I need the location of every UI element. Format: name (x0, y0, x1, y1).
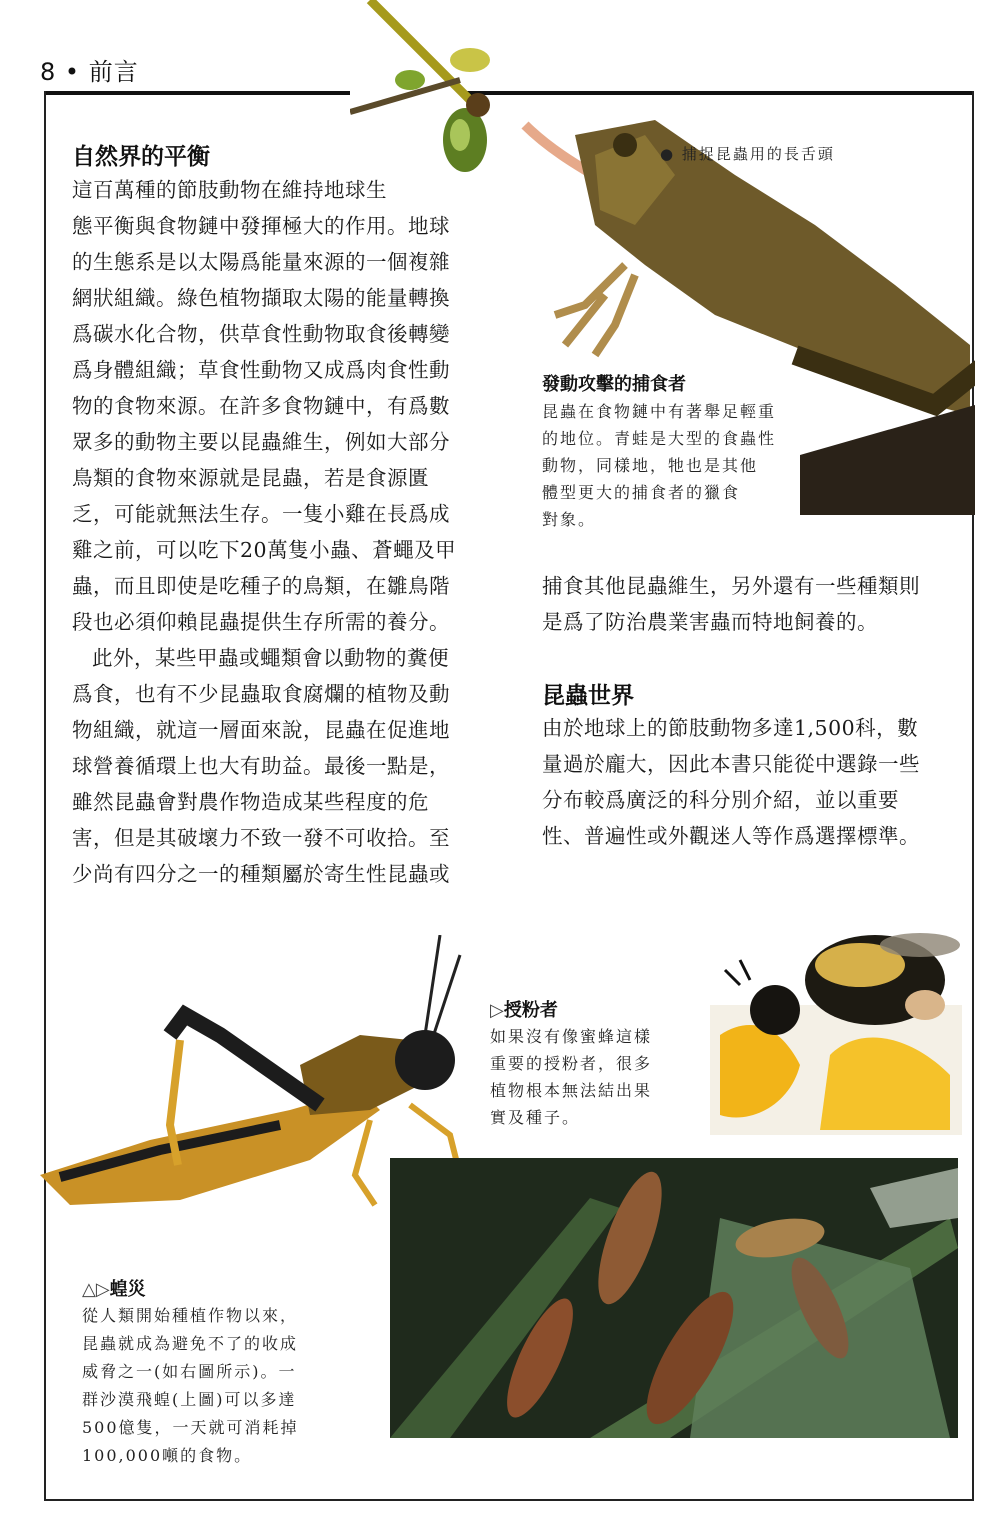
caption-line: 的地位。青蛙是大型的食蟲性 (542, 429, 777, 448)
header-bullet: • (64, 58, 81, 86)
insect-world-paragraph (542, 710, 962, 854)
locust-caption-title-row (82, 1275, 146, 1301)
text-line: 害，但是其破壞力不致一發不可收拾。至 (72, 826, 450, 850)
text-line: 物組織，就這一層面來說，昆蟲在促進地 (72, 718, 450, 742)
frog-caption (542, 398, 842, 533)
text-line: 這百萬種的節肢動物在維持地球生 (72, 178, 387, 202)
callout-dot-icon: ● (660, 145, 676, 163)
caption-line: 從人類開始種植作物以來， (82, 1306, 299, 1325)
text-line: 雞之前，可以吃下20萬隻小蟲、蒼蠅及甲 (72, 538, 457, 562)
locust-caption (82, 1302, 382, 1470)
text-line: 乏，可能就無法生存。一隻小雞在長爲成 (72, 502, 450, 526)
bee-caption-title-row (490, 996, 558, 1022)
arrow-right-icon: ▷ (490, 1000, 504, 1021)
text-line: 蟲，而且即使是吃種子的鳥類，在雛鳥階 (72, 574, 450, 598)
text-line: 爲碳水化合物，供草食性動物取食後轉變 (72, 322, 450, 346)
frog-tongue-callout (660, 143, 835, 164)
caption-line: 實及種子。 (490, 1108, 581, 1127)
page-number: 8 (40, 58, 57, 86)
text-line: 球營養循環上也大有助益。最後一點是， (72, 754, 450, 778)
balance-paragraph-continued (542, 568, 962, 640)
text-line: 是爲了防治農業害蟲而特地飼養的。 (542, 610, 878, 634)
caption-line: 100,000噸的食物。 (82, 1446, 253, 1465)
section-title-balance: 自然界的平衡 (72, 144, 210, 170)
callout-text: 捕捉昆蟲用的長舌頭 (681, 145, 835, 163)
locust-caption-title: 蝗災 (109, 1279, 146, 1300)
caption-line: 昆蟲在食物鏈中有著舉足輕重 (542, 402, 777, 421)
text-line: 態平衡與食物鏈中發揮極大的作用。地球 (72, 214, 450, 238)
balance-paragraph-1 (72, 172, 492, 892)
text-line: 捕食其他昆蟲維生，另外還有一些種類則 (542, 574, 920, 598)
text-line: 此外，某些甲蟲或蠅類會以動物的糞便 (92, 646, 449, 670)
caption-line: 如果沒有像蜜蜂這樣 (490, 1027, 653, 1046)
text-line: 分布較爲廣泛的科分別介紹，並以重要 (542, 788, 899, 812)
text-line: 少尚有四分之一的種類屬於寄生性昆蟲或 (72, 862, 450, 886)
frog-caption-title: 發動攻擊的捕食者 (542, 374, 686, 395)
triangle-arrow-icon: △▷ (82, 1279, 110, 1300)
text-line: 網狀組織。綠色植物擷取太陽的能量轉換 (72, 286, 450, 310)
twig-with-leaves-photo (350, 0, 510, 180)
text-line: 眾多的動物主要以昆蟲維生，例如大部分 (72, 430, 450, 454)
caption-line: 植物根本無法結出果 (490, 1081, 653, 1100)
caption-line: 群沙漠飛蝗(上圖)可以多達 (82, 1390, 297, 1409)
bee-caption (490, 1023, 700, 1131)
section-name: 前言 (88, 58, 139, 86)
text-line: 爲身體組織；草食性動物又成爲肉食性動 (72, 358, 450, 382)
text-line: 物的食物來源。在許多食物鏈中，有爲數 (72, 394, 450, 418)
caption-line: 威脅之一(如右圖所示)。一 (82, 1362, 297, 1381)
frame-bottom (44, 1499, 974, 1501)
caption-line: 對象。 (542, 510, 597, 529)
text-line: 由於地球上的節肢動物多達1,500科，數 (542, 716, 919, 740)
text-line: 段也必須仰賴昆蟲提供生存所需的養分。 (72, 610, 450, 634)
text-line: 的生態系是以太陽爲能量來源的一個複雜 (72, 250, 450, 274)
locust-swarm-photo (390, 1158, 958, 1438)
text-line: 性、普遍性或外觀迷人等作爲選擇標準。 (542, 824, 920, 848)
text-line: 鳥類的食物來源就是昆蟲，若是食源匱 (72, 466, 429, 490)
text-line: 雖然昆蟲會對農作物造成某些程度的危 (72, 790, 429, 814)
caption-line: 昆蟲就成為避免不了的收成 (82, 1334, 299, 1353)
text-line: 量過於龐大，因此本書只能從中選錄一些 (542, 752, 920, 776)
bee-caption-title: 授粉者 (503, 1000, 558, 1021)
text-line: 爲食，也有不少昆蟲取食腐爛的植物及動 (72, 682, 450, 706)
page-header (40, 52, 139, 87)
bumblebee-photo (710, 925, 962, 1135)
caption-line: 體型更大的捕食者的獵食 (542, 483, 741, 502)
caption-line: 500億隻，一天就可消耗掉 (82, 1418, 299, 1437)
caption-line: 重要的授粉者，很多 (490, 1054, 653, 1073)
frame-left (44, 91, 46, 1501)
section-title-insect-world: 昆蟲世界 (542, 683, 634, 709)
caption-line: 動物，同樣地，牠也是其他 (542, 456, 759, 475)
